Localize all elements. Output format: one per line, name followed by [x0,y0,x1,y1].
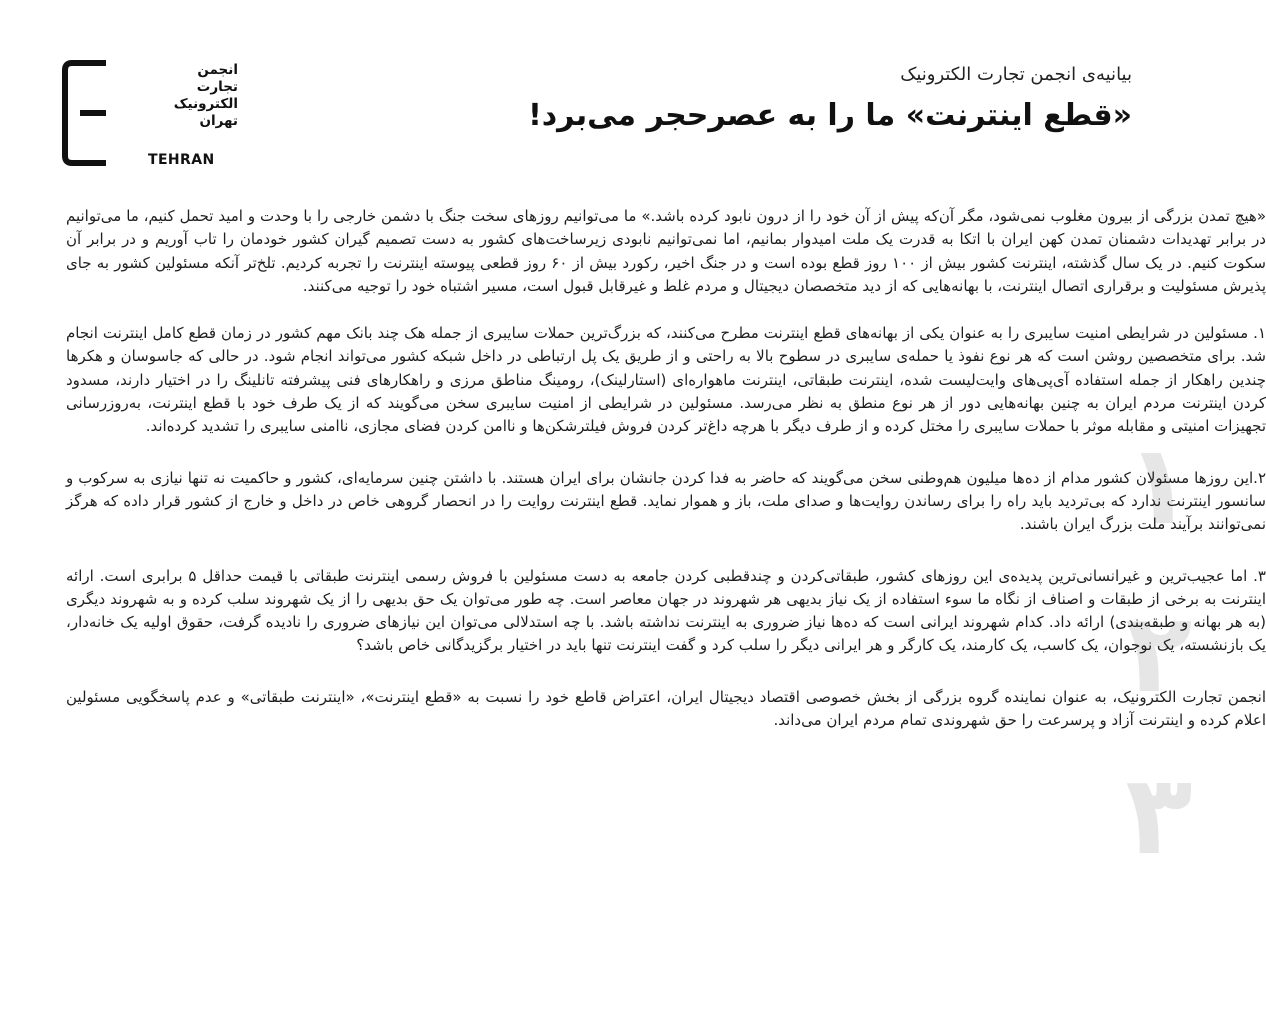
statement-kicker: بیانیه‌ی انجمن تجارت الکترونیک [900,64,1132,85]
statement-headline: «قطع اینترنت» ما را به عصرحجر می‌برد! [528,98,1132,133]
closing-paragraph: انجمن تجارت الکترونیک، به عنوان نماینده گروه بزرگی از بخش خصوصی اقتصاد دیجیتال ایران، اعتراض قاطع خود را نسبت به «قطع اینترنت»، «اینترنت طبقاتی» و عدم پاسخگویی مسئولین اعلام کرده و اینترنت آزاد و پرسرعت را حق شهروندی تمام مردم ایران می‌داند. [66,687,1266,730]
logo-line-2: تجارت [196,79,238,95]
logo-line-4: تهران [199,113,238,129]
e-letter-logo-icon [62,60,110,166]
statement-body [66,205,1266,732]
point-1-paragraph: ۱. مسئولین در شرایطی امنیت سایبری را به عنوان یکی از بهانه‌های قطع اینترنت مطرح می‌کنند، که بزرگ‌ترین حملات سایبری از جمله هک چند بانک مهم کشور در زمان قطع کامل اینترنت انجام شد. برای متخصصین روشن است که هر نوع نفوذ یا حمله‌ی سایبری در سطوح بالا به راحتی و از طریق یک پل ارتباطی در داخل شبکه کشور می‌تواند انجام شود. در حالی که جاسوسان و هکرها چندین راهکار از جمله استفاده آی‌پی‌های وایت‌لیست شده، اینترنت طبقاتی، اینترنت ماهواره‌ای (استارلینک)، رومینگ مناطق مرزی و راهکارهای فنی پیشرفته تانلینگ را در اختیار دارند، مسدود کردن اینترنت مردم ایران به چنین بهانه‌هایی دور از هر نوع منطق به نظر می‌رسد. مسئولین در شرایطی از امنیت سایبری سخن می‌گویند که از یک طرف خود با قطع اینترنت، به‌روزرسانی تجهیزات امنیتی و مقابله موثر با حملات سایبری را مختل کرده و از طرف دیگر با هرچه داغ‌تر کردن فروش فیلترشکن‌ها و ناامن کردن فضای مجازی، ناامنی سایبری را تشدید کرده‌اند. [66,324,1266,436]
logo-line-1: انجمن [197,62,238,78]
point-3-paragraph: ۳. اما عجیب‌ترین و غیرانسانی‌ترین پدیده‌ی این روزهای کشور، طبقاتی‌کردن و چندقطبی کردن جامعه به دست مسئولین با فروش رسمی اینترنت طبقاتی با قیمت حداقل ۵ برابری است. ارائه اینترنت به برخی از طبقات و اصناف از نگاه ما سوء استفاده از یک نیاز بدیهی هر شهروند در جهان معاصر است. چه طور می‌توان یک حق بدیهی را از یک شهروند سلب کرده و به شهروند دیگری (به هر بهانه و طبقه‌بندی) ارائه داد. کدام شهروند ایرانی است که ده‌ها نیاز ضروری به اینترنت نداشته باشد. با چه استدلالی می‌توان این نیازهای ضروری را نادیده گرفت، حقوق اولیه یک خانه‌دار، یک بازنشسته، یک نوجوان، یک کاسب، یک کارمند، یک کارگر و هر ایرانی دیگر را سلب کرد و گفت اینترنت تنها باید در اختیار برگزیدگانی خاص باشد؟ [66,566,1266,655]
intro-paragraph: «هیچ تمدن بزرگی از بیرون مغلوب نمی‌شود، مگر آن‌که پیش از آن خود را از درون نابود کرده باشد.» ما می‌توانیم روزهای سخت جنگ با دشمن خارجی را با وحدت و امید تحمل کنیم، ما می‌توانیم در برابر تهدیدات دشمنان تمدن کهن ایران با اتکا به قدرت یک ملت امیدوار بمانیم، اما نمی‌توانیم نابودی زیرساخت‌های کشور به دست تصمیم گیران کشور خودمان را تاب آوریم و در برابر آن سکوت کنیم. در یک سال گذشته، اینترنت کشور بیش از ۱۰۰ روز قطع بوده است و در جنگ اخیر، رکورد بیش از ۶۰ روز قطعی پیوسته اینترنت را تجربه کردیم. تلخ‌تر آنکه مسئولین کشور به جای پذیرش مسئولیت و برقراری اتصال اینترنت، با بهانه‌هایی که از دید متخصصان دیجیتال و مردم غلط و غیرقابل قبول است، مسیر اشتباه خود را توجیه می‌کنند. [66,207,1266,295]
logo-name-latin: TEHRAN [148,152,215,168]
point-2-paragraph: ۲.این روزها مسئولان کشور مدام از ده‌ها میلیون هم‌وطنی سخن می‌گویند که حاضر به فدا کردن جانشان برای ایران هستند. با داشتن چنین سرمایه‌ای، کشور و حاکمیت نه تنها نیازی به سرکوب و سانسور اینترنت ندارد که بی‌تردید باید راه را برای رساندن روایت‌ها و صدای ملت، باز و هموار نماید. قطع اینترنت روایت را در انحصار گروهی خاص در داخل و خارج از کشور قرار داده که هرگز نمی‌توانند برآیند ملت بزرگ ایران باشند. [66,468,1266,534]
logo-line-3: الکترونیک [173,96,238,112]
decor-number-3: ۳ [1125,751,1193,879]
association-logo [62,60,237,172]
decor-number-2: ۲ [1125,589,1193,717]
decor-number-1: ۱ [1125,421,1193,549]
statement-header [432,62,1132,136]
logo-name-persian [148,62,238,130]
